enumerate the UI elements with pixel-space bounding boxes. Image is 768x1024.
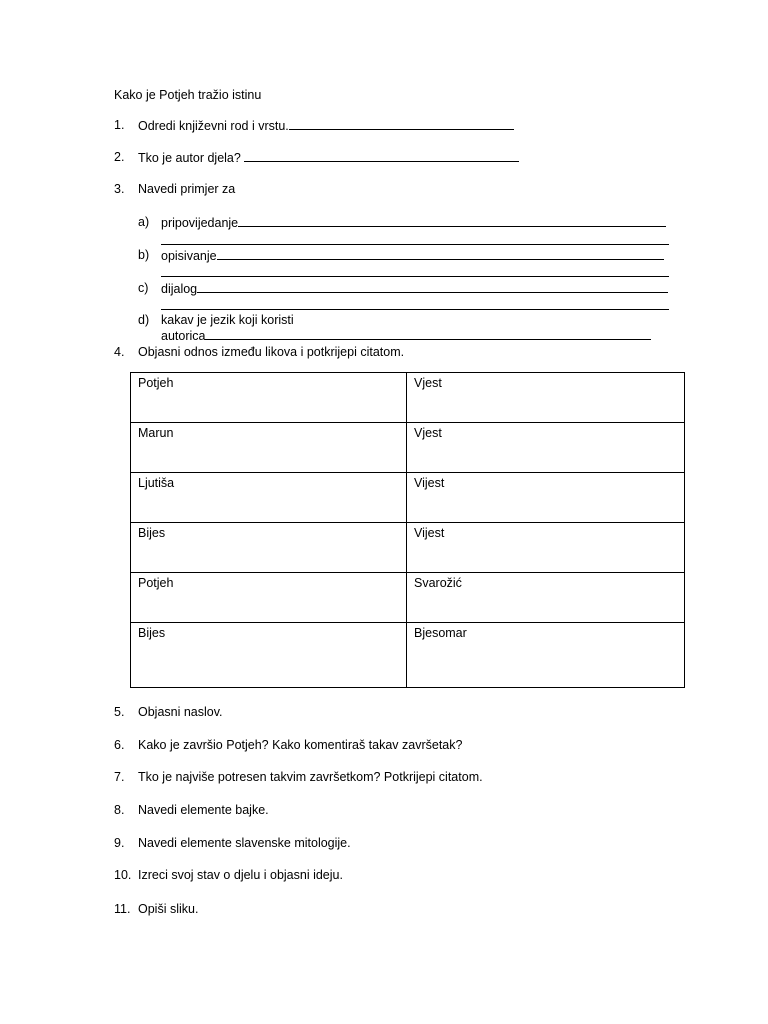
q3d-label: kakav je jezik koji koristi — [161, 313, 294, 327]
q3d-label-cont: autorica — [161, 329, 206, 343]
relation-cell: Vijest — [407, 473, 685, 523]
q7-text: Tko je najviše potresen takvim završetkom? Potkrijepi citatom. — [138, 770, 483, 784]
table-row — [131, 373, 685, 423]
character-relations-table — [130, 372, 685, 688]
q10-number: 10. — [114, 868, 132, 882]
q3d-answer-blank — [205, 328, 651, 340]
character-cell: Bijes — [131, 523, 407, 573]
q11-number: 11. — [114, 902, 131, 916]
q3b-text — [161, 248, 664, 264]
relation-cell: Vjest — [407, 423, 685, 473]
q3a-letter: a) — [138, 215, 150, 229]
q8-text: Navedi elemente bajke. — [138, 803, 269, 817]
q3c-answer-line — [161, 309, 669, 310]
character-cell: Potjeh — [131, 373, 407, 423]
q2-answer-blank — [244, 150, 519, 162]
relation-cell: Vijest — [407, 523, 685, 573]
relation-cell: Bjesomar — [407, 623, 685, 688]
q3c-label: dijalog — [161, 282, 198, 296]
q1-text — [138, 118, 514, 134]
q11-text: Opiši sliku. — [138, 902, 199, 916]
q6-number: 6. — [114, 738, 125, 752]
table-row — [131, 473, 685, 523]
q3-number: 3. — [114, 182, 125, 196]
q3b-answer-line — [161, 276, 669, 277]
q6-text: Kako je završio Potjeh? Kako komentiraš takav završetak? — [138, 738, 463, 752]
q3a-label: pripovijedanje — [161, 216, 239, 230]
q3b-label: opisivanje — [161, 249, 217, 263]
q9-text: Navedi elemente slavenske mitologije. — [138, 836, 351, 850]
relation-cell: Vjest — [407, 373, 685, 423]
q7-number: 7. — [114, 770, 125, 784]
q3d-letter: d) — [138, 313, 150, 327]
q9-number: 9. — [114, 836, 125, 850]
character-cell: Bijes — [131, 623, 407, 688]
table-row — [131, 423, 685, 473]
q2-text — [138, 150, 519, 166]
q3c-letter: c) — [138, 281, 149, 295]
q5-text: Objasni naslov. — [138, 705, 223, 719]
q3-text: Navedi primjer za — [138, 182, 236, 196]
q1-answer-blank — [289, 118, 514, 130]
character-cell: Ljutiša — [131, 473, 407, 523]
q4-number: 4. — [114, 345, 125, 359]
q3c-text — [161, 281, 668, 297]
q3d-text-line2 — [161, 328, 651, 344]
q2-number: 2. — [114, 150, 125, 164]
q3a-answer-line — [161, 244, 669, 245]
relation-cell: Svarožić — [407, 573, 685, 623]
character-cell: Potjeh — [131, 573, 407, 623]
q3c-answer-blank — [197, 281, 668, 293]
table-row — [131, 623, 685, 688]
worksheet-title: Kako je Potjeh tražio istinu — [114, 88, 262, 102]
q10-text: Izreci svoj stav o djelu i objasni ideju. — [138, 868, 343, 882]
q5-number: 5. — [114, 705, 125, 719]
q2-label: Tko je autor djela? — [138, 151, 245, 165]
q3a-text — [161, 215, 666, 231]
table-row — [131, 573, 685, 623]
q3a-answer-blank — [238, 215, 666, 227]
table-row — [131, 523, 685, 573]
q3b-answer-blank — [217, 248, 664, 260]
character-cell: Marun — [131, 423, 407, 473]
q3b-letter: b) — [138, 248, 150, 262]
q1-label: Odredi književni rod i vrstu. — [138, 119, 289, 133]
q8-number: 8. — [114, 803, 125, 817]
q1-number: 1. — [114, 118, 125, 132]
q4-text: Objasni odnos između likova i potkrijepi citatom. — [138, 345, 405, 359]
